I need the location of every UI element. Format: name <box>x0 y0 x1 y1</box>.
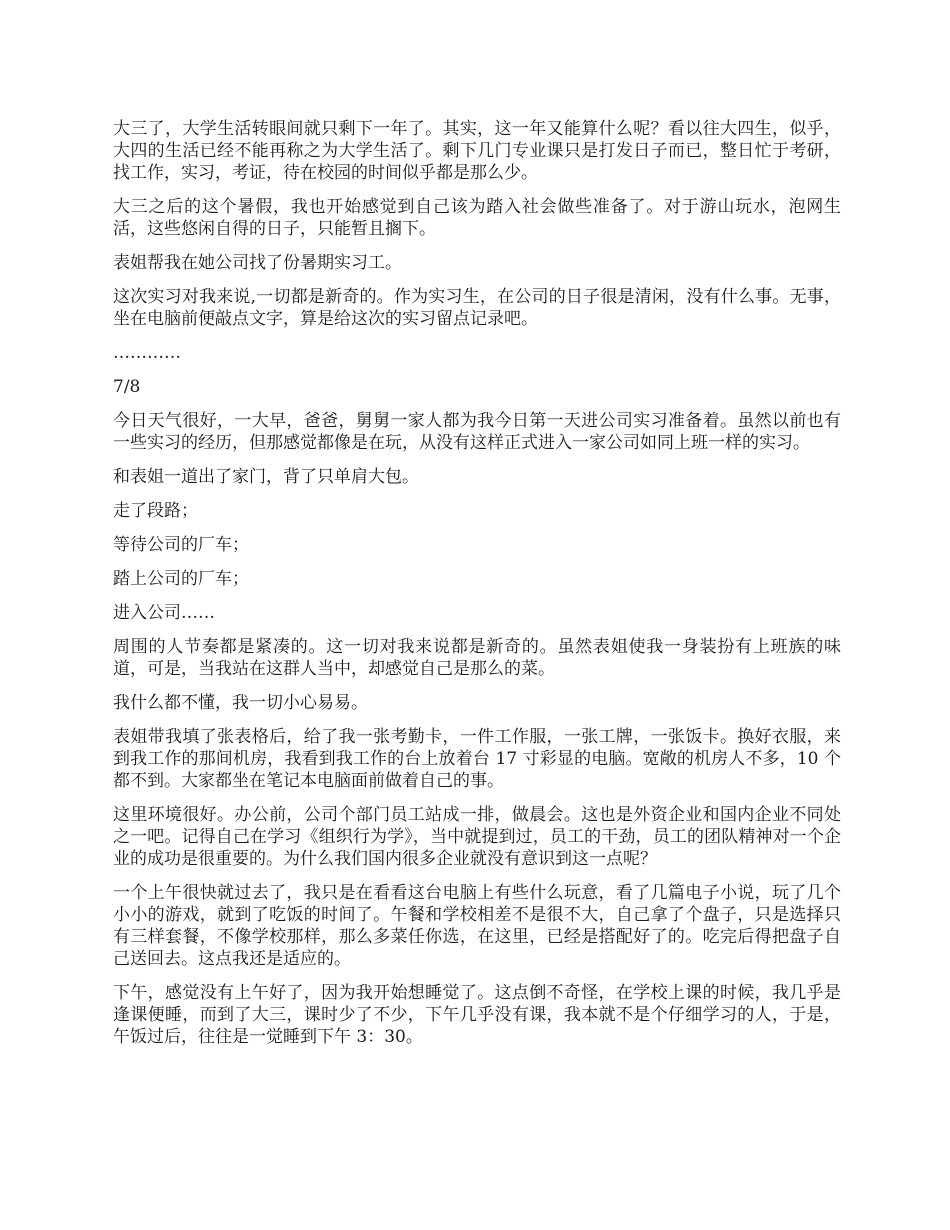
paragraph: 周围的人节奏都是紧凑的。这一切对我来说都是新奇的。虽然表姐使我一身装扮有上班族的味道，可是，当我站在这群人当中，却感觉自己是那么的菜。 <box>113 637 841 679</box>
paragraph: 和表姐一道出了家门，背了只单肩大包。 <box>113 467 419 487</box>
paragraph: 今日天气很好，一大早，爸爸，舅舅一家人都为我今日第一天进公司实习准备着。虽然以前也有一些实习的经历，但那感觉都像是在玩，从没有这样正式进入一家公司如同上班一样的实习。 <box>113 411 841 453</box>
paragraph: 等待公司的厂车； <box>113 535 249 555</box>
paragraph: 大三之后的这个暑假，我也开始感觉到自己该为踏入社会做些准备了。对于游山玩水，泡网生活，这些悠闲自得的日子，只能暂且搁下。 <box>113 197 841 239</box>
paragraph: 这次实习对我来说,一切都是新奇的。作为实习生，在公司的日子很是清闲，没有什么事。无事，坐在电脑前便敲点文字，算是给这次的实习留点记录吧。 <box>113 287 841 329</box>
paragraph: 一个上午很快就过去了，我只是在看看这台电脑上有些什么玩意，看了几篇电子小说，玩了几个小小的游戏，就到了吃饭的时间了。午餐和学校相差不是很不大，自己拿了个盘子，只是选择只有三样套餐，不像学校那样，那么多菜任你选，在这里，已经是搭配好了的。吃完后得把盘子自己送回去。这点我还是适应的。 <box>113 883 841 969</box>
paragraph: 进入公司…… <box>113 603 215 623</box>
date-heading: 7/8 <box>113 377 141 397</box>
document-body <box>113 118 841 1060</box>
paragraph: 走了段路； <box>113 501 198 521</box>
paragraph: 表姐帮我在她公司找了份暑期实习工。 <box>113 253 402 273</box>
ellipsis-separator: ………… <box>113 343 181 363</box>
paragraph: 踏上公司的厂车； <box>113 569 249 589</box>
paragraph: 下午，感觉没有上午好了，因为我开始想睡觉了。这点倒不奇怪，在学校上课的时候，我几乎是逢课便睡，而到了大三，课时少了不少，下午几乎没有课，我本就不是个仔细学习的人，于是，午饭过后，往往是一觉睡到下午 3：30。 <box>113 983 841 1047</box>
paragraph: 大三了，大学生活转眼间就只剩下一年了。其实，这一年又能算什么呢？看以往大四生，似乎，大四的生活已经不能再称之为大学生活了。剩下几门专业课只是打发日子而已，整日忙于考研，找工作，实习，考证，待在校园的时间似乎都是那么少。 <box>113 119 841 183</box>
paragraph: 我什么都不懂，我一切小心易易。 <box>113 693 368 713</box>
paragraph: 表姐带我填了张表格后，给了我一张考勤卡，一件工作服，一张工牌，一张饭卡。换好衣服，来到我工作的那间机房，我看到我工作的台上放着台 17 寸彩显的电脑。宽敞的机房人不多，10 个都不到。大家都坐在笔记本电脑面前做着自己的事。 <box>113 727 841 791</box>
paragraph: 这里环境很好。办公前，公司个部门员工站成一排，做晨会。这也是外资企业和国内企业不同处之一吧。记得自己在学习《组织行为学》，当中就提到过，员工的干劲，员工的团队精神对一个企业的成功是很重要的。为什么我们国内很多企业就没有意识到这一点呢？ <box>113 805 841 869</box>
